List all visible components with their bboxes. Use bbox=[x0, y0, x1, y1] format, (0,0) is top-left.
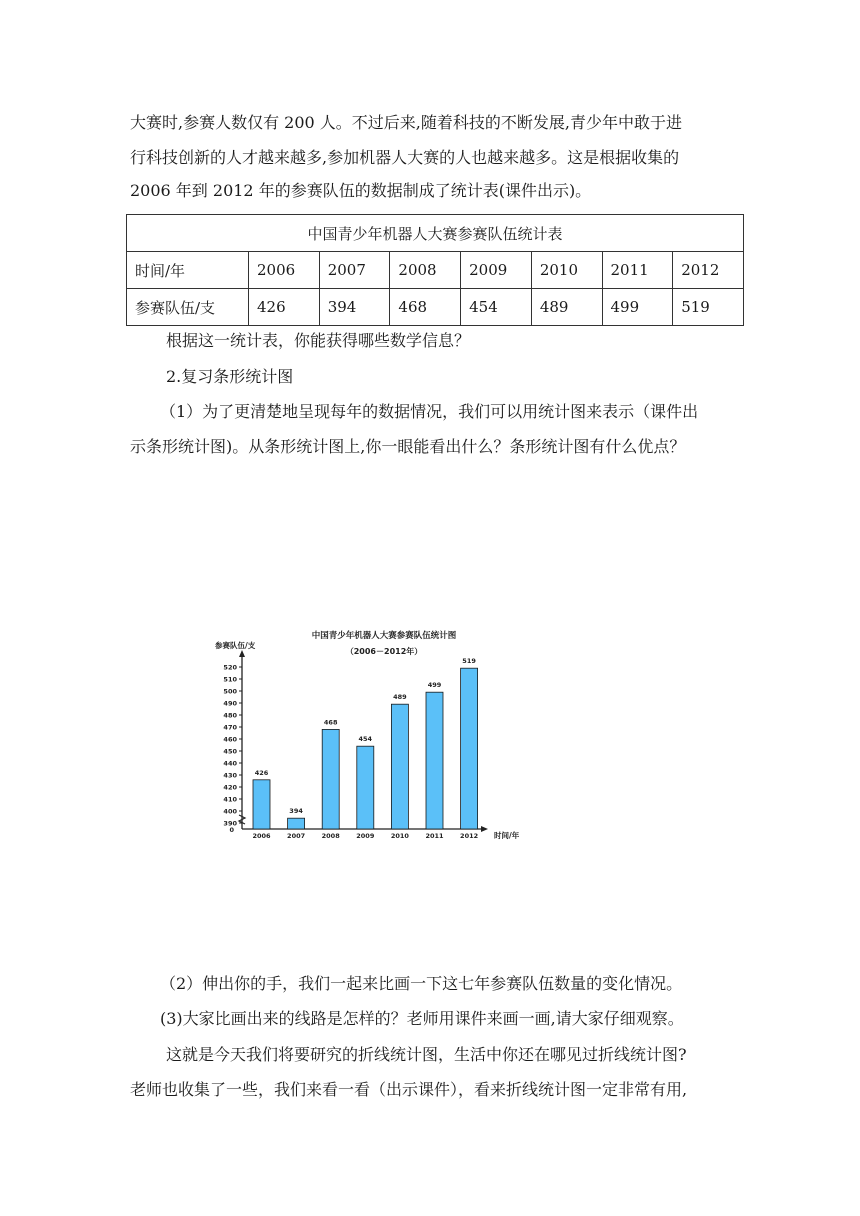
x-tick-label: 2007 bbox=[287, 832, 306, 840]
chart-subtitle: （2006－2012年） bbox=[345, 647, 423, 656]
paragraph-line: （2）伸出你的手，我们一起来比画一下这七年参赛队伍数量的变化情况。 bbox=[160, 974, 683, 993]
x-tick-label: 2011 bbox=[425, 832, 444, 840]
y-tick-label: 510 bbox=[223, 675, 237, 684]
paragraph-line: (3)大家比画出来的线路是怎样的？老师用课件来画一画,请大家仔细观察。 bbox=[160, 1009, 684, 1028]
y-tick-label: 440 bbox=[223, 759, 237, 768]
bar bbox=[253, 780, 270, 829]
bar bbox=[391, 704, 408, 829]
table-cell: 499 bbox=[602, 289, 673, 326]
paragraph-line: 示条形统计图)。从条形统计图上,你一眼能看出什么？条形统计图有什么优点？ bbox=[130, 437, 686, 456]
paragraph-line: （1）为了更清楚地呈现每年的数据情况，我们可以用统计图来表示（课件出 bbox=[160, 402, 699, 421]
y-tick-label: 420 bbox=[223, 783, 237, 792]
bar bbox=[288, 818, 305, 829]
x-axis-label: 时间/年 bbox=[494, 831, 520, 840]
paragraph-line: 根据这一统计表，你能获得哪些数学信息？ bbox=[166, 331, 471, 350]
paragraph-line: 行科技创新的人才越来越多,参加机器人大赛的人也越来越多。这是根据收集的 bbox=[130, 148, 680, 167]
table-cell: 468 bbox=[390, 289, 461, 326]
y-tick-label: 520 bbox=[223, 663, 237, 672]
bar bbox=[461, 668, 478, 829]
y-axis-label: 参赛队伍/支 bbox=[215, 641, 256, 650]
paragraph-line: 2.复习条形统计图 bbox=[166, 367, 294, 386]
table-cell: 2012 bbox=[673, 252, 744, 289]
table-cell: 519 bbox=[673, 289, 744, 326]
y-tick-label: 410 bbox=[223, 795, 237, 804]
table-cell: 2008 bbox=[390, 252, 461, 289]
bar bbox=[426, 692, 443, 829]
paragraph-line: 这就是今天我们将要研究的折线统计图，生活中你还在哪见过折线统计图? bbox=[166, 1045, 687, 1064]
table-row-teams bbox=[127, 289, 744, 326]
x-tick-label: 2009 bbox=[356, 832, 375, 840]
data-label: 454 bbox=[358, 735, 373, 744]
x-tick-label: 2010 bbox=[390, 832, 409, 840]
y-tick-label: 470 bbox=[223, 723, 237, 732]
data-label: 519 bbox=[462, 657, 476, 666]
y-axis-arrow-icon bbox=[239, 650, 245, 657]
data-label: 489 bbox=[393, 693, 407, 702]
paragraph-line: 2006 年到 2012 年的参赛队伍的数据制成了统计表(课件出示)。 bbox=[130, 181, 592, 200]
table-row-years bbox=[127, 252, 744, 289]
bar bbox=[357, 746, 374, 829]
data-label: 394 bbox=[289, 807, 303, 816]
table-cell: 426 bbox=[249, 289, 320, 326]
bar bbox=[322, 729, 339, 829]
table-cell: 2011 bbox=[602, 252, 673, 289]
table-caption-row bbox=[127, 215, 744, 252]
y-tick-label: 490 bbox=[223, 699, 237, 708]
x-tick-label: 2012 bbox=[460, 832, 479, 840]
table-caption: 中国青少年机器人大赛参赛队伍统计表 bbox=[127, 215, 744, 252]
row-header-teams: 参赛队伍/支 bbox=[127, 289, 249, 326]
table-cell: 454 bbox=[461, 289, 532, 326]
paragraph-line: 老师也收集了一些，我们来看一看（出示课件），看来折线统计图一定非常有用, bbox=[130, 1080, 688, 1099]
row-header-time: 时间/年 bbox=[127, 252, 249, 289]
table-cell: 2007 bbox=[319, 252, 390, 289]
y-tick-label: 450 bbox=[223, 747, 237, 756]
y-tick-label: 460 bbox=[223, 735, 237, 744]
data-label: 426 bbox=[254, 768, 269, 777]
y-tick-label: 430 bbox=[223, 771, 237, 780]
y-tick-label: 500 bbox=[223, 687, 237, 696]
table-cell: 2010 bbox=[531, 252, 602, 289]
y-tick-label: 400 bbox=[223, 807, 237, 816]
table-cell: 489 bbox=[531, 289, 602, 326]
x-tick-label: 2008 bbox=[321, 832, 340, 840]
bar-chart bbox=[212, 625, 532, 845]
y-tick-label: 480 bbox=[223, 711, 237, 720]
x-tick-label: 2006 bbox=[252, 832, 271, 840]
paragraph-line: 大赛时,参赛人数仅有 200 人。不过后来,随着科技的不断发展,青少年中敢于进 bbox=[130, 113, 682, 132]
table-cell: 2009 bbox=[461, 252, 532, 289]
table-cell: 2006 bbox=[249, 252, 320, 289]
statistics-table bbox=[126, 214, 744, 326]
data-label: 468 bbox=[323, 718, 338, 727]
data-label: 499 bbox=[427, 681, 442, 690]
y-tick-label: 390 bbox=[223, 819, 237, 828]
x-axis-arrow-icon bbox=[481, 826, 488, 832]
table-cell: 394 bbox=[319, 289, 390, 326]
chart-title: 中国青少年机器人大赛参赛队伍统计图 bbox=[311, 631, 457, 641]
y-zero-label: 0 bbox=[229, 826, 234, 834]
